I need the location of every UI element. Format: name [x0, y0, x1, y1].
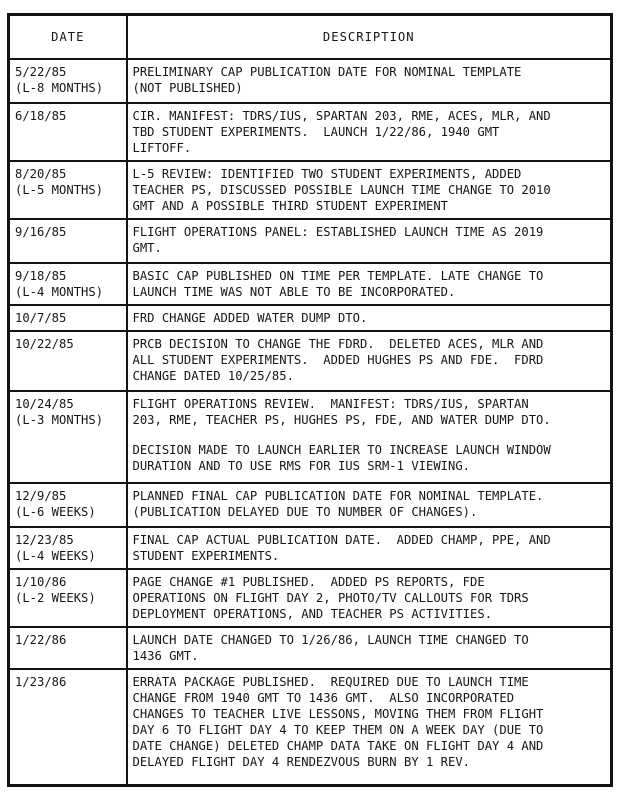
description-text: DECISION MADE TO LAUNCH EARLIER TO INCREASE LAUNCH WINDOW — [132, 443, 551, 457]
date-text: 9/16/85 — [15, 225, 67, 239]
date-cell — [9, 103, 127, 161]
description-text: LAUNCH DATE CHANGED TO 1/26/86, LAUNCH TIME CHANGED TO — [132, 633, 529, 647]
timeline-table — [7, 13, 613, 787]
description-text: GMT AND A POSSIBLE THIRD STUDENT EXPERIMENT — [132, 199, 449, 213]
date-column-header: DATE — [9, 15, 127, 60]
date-text: (L-3 MONTHS) — [15, 413, 104, 427]
table-row — [9, 569, 612, 627]
description-text: TEACHER PS, DISCUSSED POSSIBLE LAUNCH TIME CHANGE TO 2010 — [132, 183, 551, 197]
description-text: DELAYED FLIGHT DAY 4 RENDEZVOUS BURN BY 1 REV. — [132, 755, 471, 769]
description-cell — [127, 627, 612, 669]
header-row — [9, 15, 612, 60]
date-cell — [9, 627, 127, 669]
description-text: PLANNED FINAL CAP PUBLICATION DATE FOR NOMINAL TEMPLATE. — [132, 489, 544, 503]
description-text: ERRATA PACKAGE PUBLISHED. REQUIRED DUE TO LAUNCH TIME — [132, 675, 529, 689]
description-text: L-5 REVIEW: IDENTIFIED TWO STUDENT EXPERIMENTS, ADDED — [132, 167, 522, 181]
date-text: 10/24/85 — [15, 397, 74, 411]
date-text: 6/18/85 — [15, 109, 67, 123]
paragraph-gap — [133, 428, 606, 442]
date-text: (L-2 WEEKS) — [15, 591, 96, 605]
date-cell — [9, 483, 127, 527]
description-cell — [127, 59, 612, 103]
table-row — [9, 483, 612, 527]
date-text: (L-5 MONTHS) — [15, 183, 104, 197]
description-text: (PUBLICATION DELAYED DUE TO NUMBER OF CHANGES). — [132, 505, 478, 519]
description-text: CIR. MANIFEST: TDRS/IUS, SPARTAN 203, RME, ACES, MLR, AND — [132, 109, 551, 123]
table-row — [9, 669, 612, 785]
description-text: 1436 GMT. — [132, 649, 199, 663]
description-text: FLIGHT OPERATIONS PANEL: ESTABLISHED LAUNCH TIME AS 2019 — [132, 225, 544, 239]
table-row — [9, 59, 612, 103]
table-row — [9, 219, 612, 263]
table-row — [9, 103, 612, 161]
description-text: (NOT PUBLISHED) — [132, 81, 243, 95]
date-cell — [9, 219, 127, 263]
date-cell — [9, 305, 127, 331]
description-text: CHANGE DATED 10/25/85. — [132, 369, 294, 383]
description-text: FLIGHT OPERATIONS REVIEW. MANIFEST: TDRS/IUS, SPARTAN — [132, 397, 529, 411]
description-cell — [127, 569, 612, 627]
description-text: FINAL CAP ACTUAL PUBLICATION DATE. ADDED CHAMP, PPE, AND — [132, 533, 551, 547]
description-text: PRCB DECISION TO CHANGE THE FDRD. DELETED ACES, MLR AND — [132, 337, 544, 351]
description-text: BASIC CAP PUBLISHED ON TIME PER TEMPLATE. LATE CHANGE TO — [132, 269, 544, 283]
description-cell — [127, 219, 612, 263]
description-text: PAGE CHANGE #1 PUBLISHED. ADDED PS REPORTS, FDE — [132, 575, 485, 589]
date-cell — [9, 669, 127, 785]
description-cell — [127, 331, 612, 391]
date-text: 10/7/85 — [15, 311, 67, 325]
date-cell — [9, 59, 127, 103]
description-cell — [127, 305, 612, 331]
date-text: (L-4 MONTHS) — [15, 285, 104, 299]
description-text: PRELIMINARY CAP PUBLICATION DATE FOR NOMINAL TEMPLATE — [132, 65, 522, 79]
date-text: 8/20/85 — [15, 167, 67, 181]
table-row — [9, 263, 612, 305]
date-cell — [9, 161, 127, 219]
description-text: FRD CHANGE ADDED WATER DUMP DTO. — [132, 311, 368, 325]
date-text: (L-8 MONTHS) — [15, 81, 104, 95]
description-text: DEPLOYMENT OPERATIONS, AND TEACHER PS ACTIVITIES. — [132, 607, 493, 621]
table-row — [9, 305, 612, 331]
description-cell — [127, 669, 612, 785]
description-text: OPERATIONS ON FLIGHT DAY 2, PHOTO/TV CALLOUTS FOR TDRS — [132, 591, 529, 605]
description-text: CHANGES TO TEACHER LIVE LESSONS, MOVING THEM FROM FLIGHT — [132, 707, 544, 721]
date-text: 5/22/85 — [15, 65, 67, 79]
description-text: 203, RME, TEACHER PS, HUGHES PS, FDE, AND WATER DUMP DTO. — [132, 413, 551, 427]
date-text: (L-6 WEEKS) — [15, 505, 96, 519]
description-cell — [127, 161, 612, 219]
description-text: STUDENT EXPERIMENTS. — [132, 549, 280, 563]
date-cell — [9, 527, 127, 569]
date-text: 12/9/85 — [15, 489, 67, 503]
description-text: LIFTOFF. — [132, 141, 192, 155]
date-text: 1/22/86 — [15, 633, 67, 647]
date-cell — [9, 391, 127, 483]
description-text: GMT. — [132, 241, 162, 255]
description-text: ALL STUDENT EXPERIMENTS. ADDED HUGHES PS AND FDE. FDRD — [132, 353, 544, 367]
table-row — [9, 627, 612, 669]
date-text: 9/18/85 — [15, 269, 67, 283]
date-text: 12/23/85 — [15, 533, 74, 547]
description-cell — [127, 263, 612, 305]
description-text: CHANGE FROM 1940 GMT TO 1436 GMT. ALSO INCORPORATED — [132, 691, 515, 705]
table-body — [9, 59, 612, 785]
table-row — [9, 527, 612, 569]
date-cell — [9, 263, 127, 305]
date-text: 1/23/86 — [15, 675, 67, 689]
date-cell — [9, 569, 127, 627]
description-text: DURATION AND TO USE RMS FOR IUS SRM-1 VIEWING. — [132, 459, 471, 473]
date-text: (L-4 WEEKS) — [15, 549, 96, 563]
description-cell — [127, 483, 612, 527]
description-column-header: DESCRIPTION — [127, 15, 612, 60]
date-text: 1/10/86 — [15, 575, 67, 589]
description-text: DAY 6 TO FLIGHT DAY 4 TO KEEP THEM ON A WEEK DAY (DUE TO — [132, 723, 544, 737]
date-text: 10/22/85 — [15, 337, 74, 351]
table-row — [9, 391, 612, 483]
table-row — [9, 161, 612, 219]
document-page — [7, 13, 613, 787]
description-cell — [127, 527, 612, 569]
description-text: DATE CHANGE) DELETED CHAMP DATA TAKE ON FLIGHT DAY 4 AND — [132, 739, 544, 753]
table-row — [9, 331, 612, 391]
description-text: LAUNCH TIME WAS NOT ABLE TO BE INCORPORATED. — [132, 285, 456, 299]
date-cell — [9, 331, 127, 391]
description-cell — [127, 391, 612, 483]
description-cell — [127, 103, 612, 161]
description-text: TBD STUDENT EXPERIMENTS. LAUNCH 1/22/86, 1940 GMT — [132, 125, 500, 139]
